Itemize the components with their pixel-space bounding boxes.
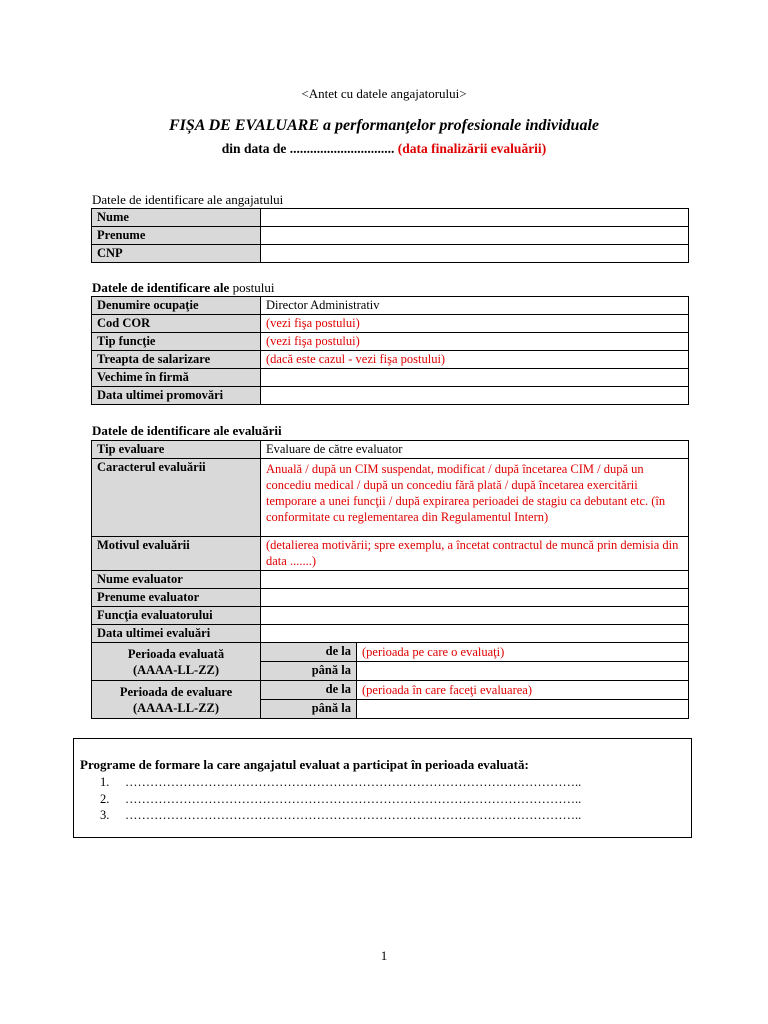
page-number: 1 <box>380 948 388 963</box>
last-evaluation-date-field[interactable] <box>261 625 689 643</box>
row-label: Denumire ocupaţie <box>92 297 261 315</box>
salary-grade-field[interactable]: (dacă este cazul - vezi fişa postului) <box>261 351 689 369</box>
table-row <box>92 333 689 351</box>
row-label: Prenume <box>92 227 261 245</box>
evaluator-function-field[interactable] <box>261 607 689 625</box>
document-subtitle <box>0 141 768 157</box>
employee-table <box>91 208 689 263</box>
evaluation-table <box>91 440 689 719</box>
to-label: până la <box>261 700 357 719</box>
employer-header: <Antet cu datele angajatorului> <box>301 86 467 101</box>
function-type-field[interactable]: (vezi fişa postului) <box>261 333 689 351</box>
row-label: Prenume evaluator <box>92 589 261 607</box>
table-row <box>92 571 689 589</box>
section-employee-title: Datele de identificare ale angajatului <box>92 192 284 207</box>
name-field[interactable] <box>261 209 689 227</box>
cnp-field[interactable] <box>261 245 689 263</box>
subtitle-note: (data finalizării evaluării) <box>397 141 547 156</box>
row-label: Motivul evaluării <box>92 537 261 571</box>
table-row <box>92 209 689 227</box>
list-item[interactable]: 2. ……………………………………………………………………………………………….. <box>100 792 582 806</box>
section-post-title <box>92 280 274 296</box>
evaluation-period-field[interactable]: (perioada în care faceţi evaluarea) <box>357 681 689 719</box>
row-label: Caracterul evaluării <box>92 459 261 537</box>
evaluation-period-label: Perioada de evaluare (AAAA-LL-ZZ) <box>92 681 261 719</box>
cor-code-field[interactable]: (vezi fişa postului) <box>261 315 689 333</box>
evaluated-period-field[interactable]: (perioada pe care o evaluaţi) <box>357 643 689 681</box>
subtitle-date: din data de ............................... <box>221 141 395 156</box>
table-row <box>92 369 689 387</box>
document-title: FIȘA DE EVALUARE a performanţelor profesionale individuale <box>169 117 599 134</box>
post-table <box>91 296 689 405</box>
evaluation-reason-field[interactable]: (detalierea motivării; spre exemplu, a încetat contractul de muncă prin demisia din data .......) <box>261 537 689 571</box>
occupation-field[interactable]: Director Administrativ <box>261 297 689 315</box>
last-promotion-field[interactable] <box>261 387 689 405</box>
table-row <box>92 245 689 263</box>
table-row <box>92 351 689 369</box>
list-item[interactable]: 1. ……………………………………………………………………………………………….. <box>100 775 582 789</box>
training-programs-heading: Programe de formare la care angajatul evaluat a participat în perioada evaluată: <box>80 757 529 772</box>
table-row <box>92 537 689 571</box>
row-label: Data ultimei promovări <box>92 387 261 405</box>
table-row <box>92 227 689 245</box>
table-row <box>92 315 689 333</box>
table-row <box>92 589 689 607</box>
row-label: Vechime în firmă <box>92 369 261 387</box>
row-label: Tip funcţie <box>92 333 261 351</box>
row-label: CNP <box>92 245 261 263</box>
table-row <box>92 643 689 662</box>
evaluated-period-label: Perioada evaluată (AAAA-LL-ZZ) <box>92 643 261 681</box>
row-label: Nume <box>92 209 261 227</box>
table-row <box>92 459 689 537</box>
table-row <box>92 607 689 625</box>
row-label: Data ultimei evaluări <box>92 625 261 643</box>
table-row <box>92 681 689 700</box>
section-post-title-bold: Datele de identificare ale <box>92 280 230 295</box>
evaluator-surname-field[interactable] <box>261 589 689 607</box>
to-label: până la <box>261 662 357 681</box>
surname-field[interactable] <box>261 227 689 245</box>
row-label: Tip evaluare <box>92 441 261 459</box>
row-label: Treapta de salarizare <box>92 351 261 369</box>
section-evaluation-title: Datele de identificare ale evaluării <box>92 423 282 438</box>
row-label: Cod COR <box>92 315 261 333</box>
table-row <box>92 297 689 315</box>
evaluator-name-field[interactable] <box>261 571 689 589</box>
seniority-field[interactable] <box>261 369 689 387</box>
evaluation-type-field[interactable]: Evaluare de către evaluator <box>261 441 689 459</box>
evaluation-character-field[interactable]: Anuală / după un CIM suspendat, modificat / după încetarea CIM / după un concediu medical / după un concediu fără plată / după încetarea exercitării temporare a unei funcţii / după expirarea perioadei de stagiu ca debutant etc. (în conformitate cu reglementarea din Regulamentul Intern) <box>261 459 689 537</box>
row-label: Funcţia evaluatorului <box>92 607 261 625</box>
table-row <box>92 625 689 643</box>
section-post-title-rest: postului <box>232 280 275 295</box>
list-item[interactable]: 3. ……………………………………………………………………………………………….. <box>100 808 582 822</box>
table-row <box>92 441 689 459</box>
from-label: de la <box>261 643 357 662</box>
row-label: Nume evaluator <box>92 571 261 589</box>
from-label: de la <box>261 681 357 700</box>
table-row <box>92 387 689 405</box>
training-programs-box <box>73 738 692 838</box>
